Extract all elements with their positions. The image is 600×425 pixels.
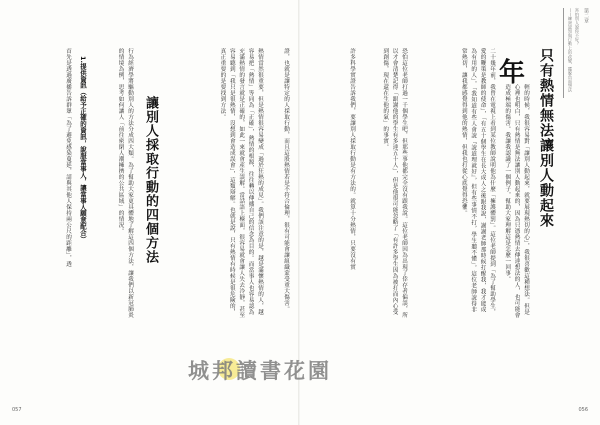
section-heading-four-methods: 讓別人採取行動的四個方法 <box>143 96 158 264</box>
page-number-left: 057 <box>12 407 22 413</box>
left-paragraph-broadcast: 首先是透過廣播告訴群眾「為了避免感染蔓延，請與其他人保持兩公尺的距離」，透 <box>65 48 71 268</box>
chapter-label: 第二章 <box>583 8 589 23</box>
left-paragraph-passion: 熱情當然很重要，但是熱情很容易變成「過於狂熱的成見」。我們該注意的是，越是滿懷熱情的人，越容易把「熱情」等同為「正確」，熱情的根源，往往轉以傳播自己的信念為目的。而當事人也容易認為充滿熱情的發言就是正確的，如此一來就會產生誤解。當話語上檯面，很容易就會讓人失去冷靜，甚至容易聽到「我只是很熱情，沒想到會造成誤會」，這類辯解。也就是說，只有熱情有時候是很危險的，真正重要的是要找到方法。 <box>219 48 263 318</box>
drop-cap: 年 <box>498 58 525 88</box>
page-number-right: 056 <box>578 407 588 413</box>
left-paragraph-methods-intro: 行為經濟學將驅動別人的方法分成四大類。為了幫助大家更具體地了解這四個方法，讓我們以新冠肺炎的情境為例，思考如何讓人「前往密閉人潮擁擠的公共區域」的情況。 <box>117 48 133 318</box>
chapter-subtitle-2: ——練習認知與行動上的改變，擺脫負面想法 <box>568 8 573 92</box>
section-heading-passion: 只有熱情無法讓別人動起來 <box>538 48 554 228</box>
right-paragraph-4: 許多科學實證告訴我們，要讓別人採取行動是有方法的。就算十分熱情，只要沒有實 <box>349 48 355 270</box>
chapter-subtitle-1: 害怕別人說你不好？ <box>575 8 580 46</box>
right-paragraph-3: 恐怕這位老師打過一千個學生吧，但那些事他都完全沒有跟我說。這位老師因為出現了倖存者偏誤，所以才會清楚記得「跟謝他的學生有多達五十人」，但是他很可能忽略了「有許多學生因為被打而內心受到創傷，現在還在生他的氣」的事實。 <box>382 48 407 318</box>
right-page <box>300 0 600 425</box>
right-paragraph-2: 二十幾年前，我曾在電視上看到某位教師說明他為什麼「擁護體罰」。這位老師提到「為了幫助學生，愛的鞭策是教師的使命」，「有五十個學生在長大成人之後跟我說，謝謝老師那時候打醒我，我才能成為有用的人」，「我知道有些人會說『說道理就好』，但有些事情不打，學生聽不懂」。這位老師說得非常熱切，讓我都感覺得到他的熱情，但我也打從心底覺得恐懼。 <box>460 48 495 316</box>
watermark-text: 城邦讀書花園 <box>188 359 332 383</box>
header-rule <box>563 8 564 98</box>
left-continuation-text: 證，也就是讓特定的人採取行動，而且這股熱情若是不符合倫理，很有可能會讓組織蒙受重大傷害。 <box>283 48 289 312</box>
subheading-provide-info: 1.提供資訊（給予正確的資訊，說服當事人，讓當事人願意配合） <box>79 56 87 243</box>
right-paragraph-1: 輕的時候，我很容易對「讓別人動起來，就要展現熱切的心」，我很喜歡這種想法。但是心裡也明白，只有熱情是無法讓別人動起來的，因為只憑熱情去傳達想法的人，也可能會造成極端的傷害。我讓我認識了一個例子，幫助大家理解這是怎麼一回事。 <box>504 84 529 318</box>
